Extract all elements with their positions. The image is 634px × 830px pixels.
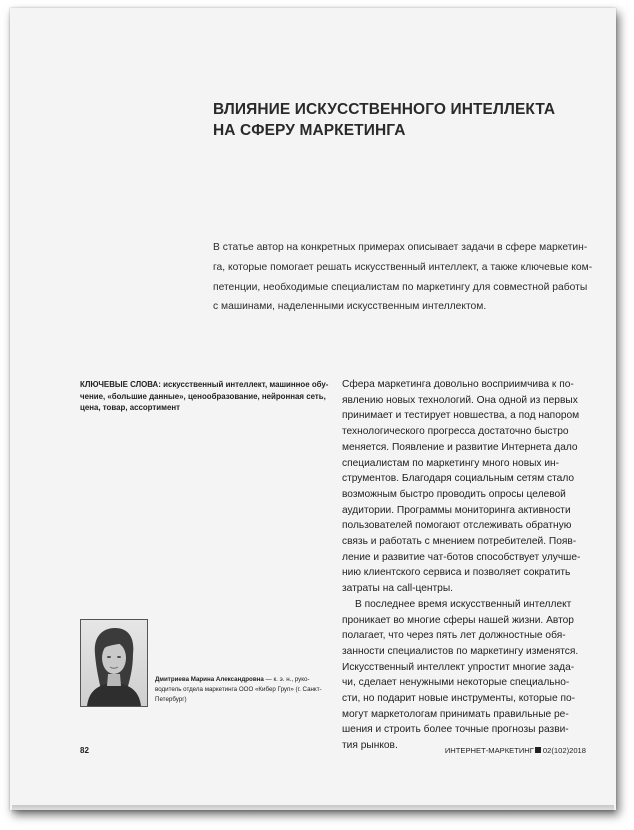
body-line: связь и работать с мнением потребителей. Появ- [342, 536, 577, 548]
page-shadow [12, 805, 614, 815]
body-line: сти, но подарит новые инструменты, которые по- [342, 693, 576, 705]
body-line: меняется. Появление и развитие Интернета дало [342, 441, 578, 453]
abstract-line: га, которые помогает решать искусственный интеллект, а также ключевые ком- [213, 261, 593, 273]
author-info [155, 675, 325, 706]
body-line: проникает во многие сферы нашей жизни. Автор [342, 614, 574, 626]
body-line: ление и развитие чат-ботов способствует улучше- [342, 551, 581, 563]
body-line: тия рынков. [342, 740, 398, 752]
body-line: полагает, что через пять лет должностные обя- [342, 630, 566, 642]
keywords-line: цена, товар, ассортимент [80, 403, 180, 412]
body-line: принимает и тестирует новшества, а под напором [342, 410, 580, 422]
journal-footer [445, 746, 586, 755]
body-line: возможным быстро проводить опросы целевой [342, 488, 566, 500]
article-abstract [213, 238, 593, 317]
body-line: чи, сделает ненужными некоторые специально- [342, 677, 570, 689]
body-line: Искусственный интеллект упростит многие зада- [342, 661, 575, 673]
body-line: технологического прогресса достаточно быстро [342, 426, 569, 438]
article-title [213, 99, 583, 141]
body-line: занности специалистов по маркетингу изменятся. [342, 645, 579, 657]
body-line: нию клиентского сервиса и позволяет сократить [342, 567, 571, 579]
keywords-block [80, 379, 329, 414]
page-number: 82 [80, 746, 89, 755]
square-bullet-icon [535, 747, 541, 753]
abstract-line: В статье автор на конкретных примерах описывает задачи в сфере маркетин- [213, 242, 588, 253]
journal-name: ИНТЕРНЕТ-МАРКЕТИНГ [444, 746, 534, 755]
author-name: Дмитриева Марина Александровна [155, 676, 264, 683]
body-line: Сфера маркетинга довольно восприимчива к по- [342, 379, 574, 390]
keywords-label: КЛЮЧЕВЫЕ СЛОВА: [80, 380, 161, 389]
abstract-line: петенции, необходимые специалистам по маркетингу для совместной работы [213, 281, 588, 293]
title-line: НА СФЕРУ МАРКЕТИНГА [213, 122, 406, 139]
body-line: затраты на call-центры. [342, 583, 454, 595]
body-line: явлению новых технологий. Она одной из первых [342, 394, 578, 406]
title-line: ВЛИЯНИЕ ИСКУССТВЕННОГО ИНТЕЛЛЕКТА [213, 101, 556, 118]
article-body [342, 377, 588, 754]
body-line: могут маркетологам принимать правильные ре- [342, 708, 569, 720]
author-degree: — к. э. н., руко- [263, 676, 310, 683]
body-line: пользователей помогают отслеживать обратную [342, 520, 572, 532]
body-line: шения и строить более точные прогнозы разви- [342, 724, 569, 736]
author-portrait-image [81, 620, 147, 706]
body-line: В последнее время искусственный интеллект [355, 598, 572, 610]
body-line: специалистам по маркетингу много новых ин- [342, 457, 560, 469]
author-position: водитель отдела маркетинга ООО «Кибер Груп» (г. Санкт- [155, 686, 322, 694]
body-line: струментов. Благодаря социальным сетям стало [342, 473, 575, 485]
issue-number: 02(102)2018 [542, 746, 586, 755]
keywords-line: искусственный интеллект, машинное обу- [163, 380, 329, 389]
author-city: Петербург) [155, 696, 187, 704]
body-line: аудитории. Программы мониторинга активности [342, 504, 571, 516]
abstract-line: с машинами, наделенными искусственным интеллектом. [213, 301, 487, 313]
author-photo [80, 619, 148, 707]
keywords-line: чение, «большие данные», ценообразование, нейронная сеть, [80, 391, 326, 401]
